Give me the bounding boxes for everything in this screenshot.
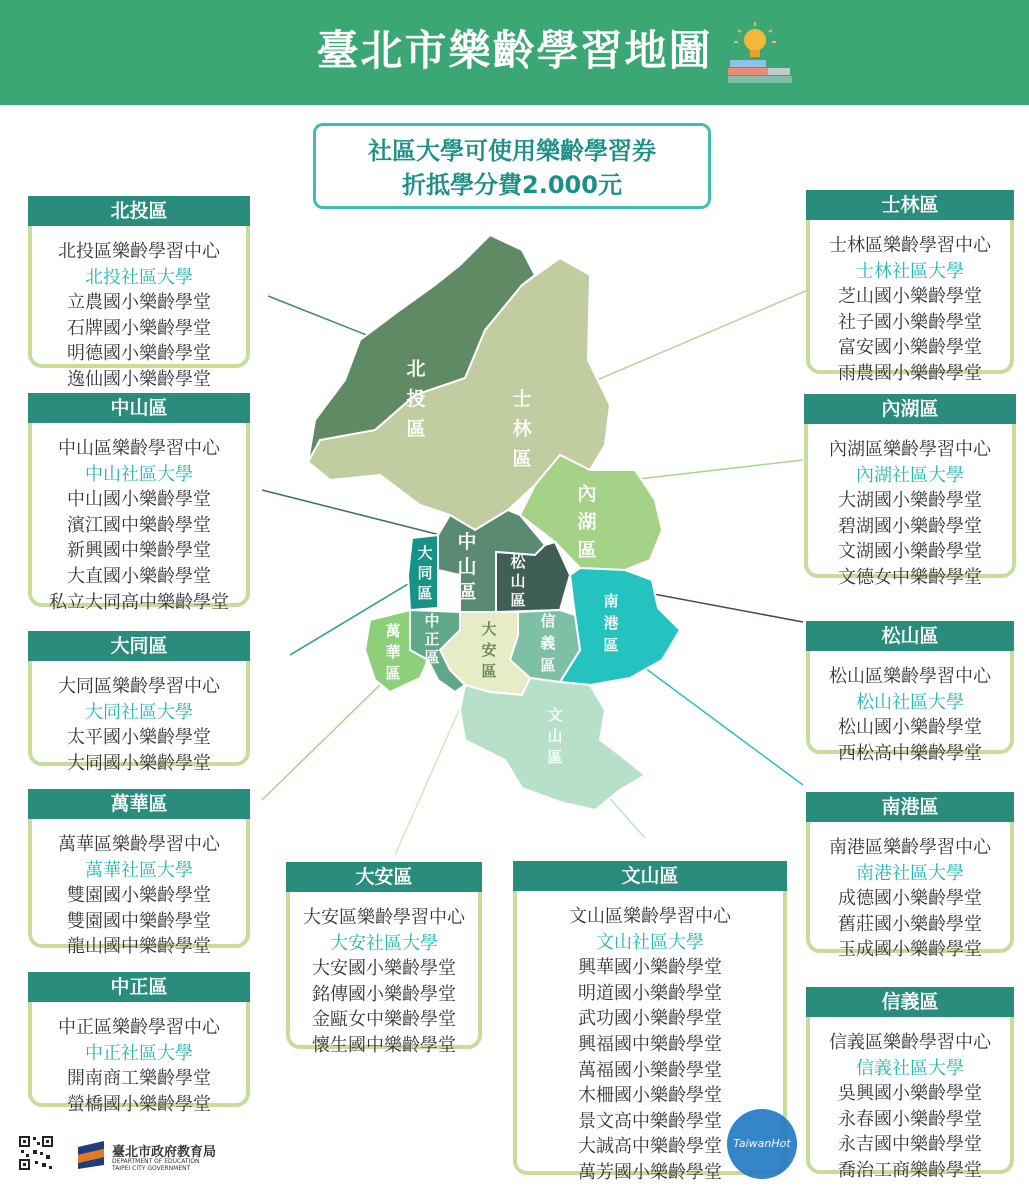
list-item: 文德女中樂齡學堂	[838, 566, 982, 588]
list-item: 成德國小樂齡學堂	[838, 888, 982, 910]
district-box-neihu	[804, 398, 1016, 588]
district-nangang[interactable]	[560, 568, 680, 685]
list-item: 士林區樂齡學習中心	[829, 235, 991, 256]
map-label-nangang-1: 南	[603, 592, 619, 610]
list-item: 玉成國小樂齡學堂	[838, 939, 982, 961]
map-label-datong-2: 同	[417, 564, 433, 582]
map-label-beitou-1: 北	[406, 358, 426, 380]
list-item: 中山區樂齡學習中心	[58, 438, 220, 459]
map-label-wanhua-3: 區	[385, 664, 401, 682]
map-label-daan-2: 安	[481, 641, 497, 659]
district-box-daan	[286, 866, 482, 1056]
map-label-datong-3: 區	[417, 584, 433, 602]
list-item: 文湖國小樂齡學堂	[838, 541, 982, 563]
list-item: 私立大同高中樂齡學堂	[49, 591, 229, 613]
list-item: 萬芳國小樂齡學堂	[578, 1161, 722, 1183]
map-label-daan-1: 大	[481, 620, 497, 638]
list-item: 萬福國小樂齡學堂	[578, 1059, 722, 1081]
list-item: 明道國小樂齡學堂	[578, 982, 722, 1004]
banner-line-1: 社區大學可使用樂齡學習券	[368, 137, 656, 165]
district-box-zhongshan	[28, 397, 250, 613]
map-label-nangang-2: 港	[603, 614, 619, 632]
district-title-zhongzheng: 中正區	[28, 972, 250, 1002]
district-title-xinyi: 信義區	[806, 987, 1014, 1017]
list-item: 明德國小樂齡學堂	[67, 343, 211, 365]
list-item: 松山國小樂齡學堂	[838, 717, 982, 739]
list-item-college: 內湖社區大學	[856, 464, 964, 486]
list-item: 信義區樂齡學習中心	[829, 1032, 991, 1053]
map-label-beitou-2: 投	[406, 388, 426, 410]
list-item: 中正區樂齡學習中心	[58, 1017, 220, 1038]
department-name-en-2: TAIPEI CITY GOVERNMENT	[112, 1165, 191, 1172]
list-item: 大湖國小樂齡學堂	[838, 490, 982, 512]
map-label-daan-3: 區	[481, 662, 497, 680]
district-title-shilin: 士林區	[806, 190, 1014, 220]
list-item: 木柵國小樂齡學堂	[578, 1085, 722, 1107]
department-name-en	[112, 1158, 200, 1172]
district-title-songshan: 松山區	[806, 621, 1014, 651]
map-label-songshan-1: 松	[510, 553, 526, 571]
department-logo-icon	[76, 1139, 106, 1169]
map-label-zhongzheng-2: 正	[424, 630, 440, 648]
district-title-wanhua: 萬華區	[28, 789, 250, 819]
list-item: 大安國小樂齡學堂	[312, 958, 456, 980]
list-item: 永吉國中樂齡學堂	[838, 1134, 982, 1156]
list-item: 雨農國小樂齡學堂	[838, 362, 982, 384]
list-item-college: 南港社區大學	[856, 862, 964, 884]
list-item: 立農國小樂齡學堂	[67, 292, 211, 314]
list-item: 開南商工樂齡學堂	[67, 1068, 211, 1090]
map-label-xinyi-2: 義	[540, 634, 556, 652]
map-label-zhongzheng-1: 中	[424, 612, 440, 630]
list-item: 永春國小樂齡學堂	[838, 1108, 982, 1130]
list-item: 逸仙國小樂齡學堂	[67, 368, 211, 390]
list-item: 武功國小樂齡學堂	[578, 1008, 722, 1030]
list-item: 雙園國中樂齡學堂	[67, 910, 211, 932]
list-item: 社子國小樂齡學堂	[838, 311, 982, 333]
map-label-beitou-3: 區	[406, 418, 426, 440]
map-label-zhongshan-2: 山	[457, 556, 477, 578]
map-label-songshan-3: 區	[510, 591, 526, 609]
page-title: 臺北市樂齡學習地圖	[316, 26, 713, 75]
list-item-college: 北投社區大學	[85, 266, 193, 288]
list-item-college: 大同社區大學	[85, 701, 193, 723]
list-item: 大同國小樂齡學堂	[67, 752, 211, 774]
list-item: 大安區樂齡學習中心	[303, 907, 465, 928]
watermark-logo: TaiwanHot	[727, 1109, 797, 1179]
map-label-wanhua-2: 華	[385, 643, 401, 661]
taipei-district-map	[260, 230, 690, 830]
list-item: 碧湖國小樂齡學堂	[838, 515, 982, 537]
map-label-songshan-2: 山	[510, 572, 526, 590]
map-label-neihu-2: 湖	[577, 511, 597, 533]
list-item: 濱江國中樂齡學堂	[67, 514, 211, 536]
list-item: 興福國中樂齡學堂	[578, 1033, 722, 1055]
banner-line-2: 折抵學分費2.000元	[402, 171, 622, 199]
map-label-wenshan-3: 區	[547, 748, 563, 766]
district-box-songshan	[806, 625, 1014, 764]
map-label-zhongzheng-3: 區	[424, 648, 440, 666]
list-item: 新興國中樂齡學堂	[67, 540, 211, 562]
list-item: 喬治工商樂齡學堂	[838, 1159, 982, 1181]
list-item: 大同區樂齡學習中心	[58, 676, 220, 697]
district-title-datong: 大同區	[28, 631, 250, 661]
list-item: 龍山國中樂齡學堂	[67, 936, 211, 958]
list-item-college: 士林社區大學	[856, 260, 964, 282]
department-name-en-1: DEPARTMENT OF EDUCATION	[112, 1158, 200, 1165]
list-item-college: 大安社區大學	[330, 932, 438, 954]
list-item: 北投區樂齡學習中心	[58, 241, 220, 262]
list-item: 石牌國小樂齡學堂	[67, 317, 211, 339]
map-label-datong-1: 大	[417, 544, 433, 562]
district-box-shilin	[806, 194, 1014, 384]
district-title-beitou: 北投區	[28, 196, 250, 226]
list-item: 懷生國中樂齡學堂	[312, 1034, 456, 1056]
district-title-wenshan: 文山區	[513, 861, 787, 891]
district-box-beitou	[28, 200, 250, 390]
list-item: 螢橋國小樂齡學堂	[67, 1093, 211, 1115]
map-label-xinyi-3: 區	[540, 656, 556, 674]
list-item-college: 信義社區大學	[856, 1057, 964, 1079]
map-label-wanhua-1: 萬	[385, 622, 401, 640]
list-item-college: 中正社區大學	[85, 1042, 193, 1064]
district-box-nangang	[806, 796, 1014, 961]
map-label-zhongshan-3: 區	[457, 581, 477, 603]
map-label-shilin-2: 林	[512, 418, 532, 440]
map-label-wenshan-2: 山	[547, 727, 563, 745]
list-item: 萬華區樂齡學習中心	[58, 834, 220, 855]
list-item: 舊莊國小樂齡學堂	[838, 913, 982, 935]
list-item: 銘傳國小樂齡學堂	[312, 983, 456, 1005]
qr-code-icon[interactable]	[18, 1135, 54, 1171]
list-item: 雙園國小樂齡學堂	[67, 885, 211, 907]
list-item: 富安國小樂齡學堂	[838, 337, 982, 359]
list-item-college: 文山社區大學	[596, 931, 704, 953]
department-name: 臺北市政府教育局	[112, 1145, 217, 1160]
list-item: 太平國小樂齡學堂	[67, 727, 211, 749]
district-title-daan: 大安區	[286, 862, 482, 892]
map-label-xinyi-1: 信	[540, 612, 556, 630]
list-item: 吳興國小樂齡學堂	[838, 1083, 982, 1105]
map-label-shilin-1: 士	[512, 388, 532, 410]
list-item: 芝山國小樂齡學堂	[838, 286, 982, 308]
list-item: 南港區樂齡學習中心	[829, 837, 991, 858]
map-label-neihu-1: 內	[577, 483, 597, 505]
district-title-neihu: 內湖區	[804, 394, 1016, 424]
map-label-wenshan-1: 文	[547, 706, 563, 724]
list-item: 中山國小樂齡學堂	[67, 489, 211, 511]
list-item: 文山區樂齡學習中心	[569, 906, 731, 927]
list-item: 大誠高中樂齡學堂	[578, 1136, 722, 1158]
district-title-zhongshan: 中山區	[28, 393, 250, 423]
list-item-college: 萬華社區大學	[85, 859, 193, 881]
district-box-wanhua	[28, 793, 250, 958]
district-box-xinyi	[806, 991, 1014, 1181]
district-box-zhongzheng	[28, 976, 250, 1115]
list-item: 大直國小樂齡學堂	[67, 565, 211, 587]
list-item-college: 松山社區大學	[856, 691, 964, 713]
list-item: 西松高中樂齡學堂	[838, 742, 982, 764]
map-label-shilin-3: 區	[512, 448, 532, 470]
list-item: 興華國小樂齡學堂	[578, 957, 722, 979]
list-item: 內湖區樂齡學習中心	[829, 439, 991, 460]
district-title-nangang: 南港區	[806, 792, 1014, 822]
map-label-nangang-3: 區	[603, 636, 619, 654]
list-item-college: 中山社區大學	[85, 463, 193, 485]
list-item: 金甌女中樂齡學堂	[312, 1009, 456, 1031]
map-label-neihu-3: 區	[577, 539, 597, 561]
list-item: 景文高中樂齡學堂	[578, 1110, 722, 1132]
map-label-zhongshan-1: 中	[457, 531, 477, 553]
district-box-datong	[28, 635, 250, 774]
list-item: 松山區樂齡學習中心	[829, 666, 991, 687]
